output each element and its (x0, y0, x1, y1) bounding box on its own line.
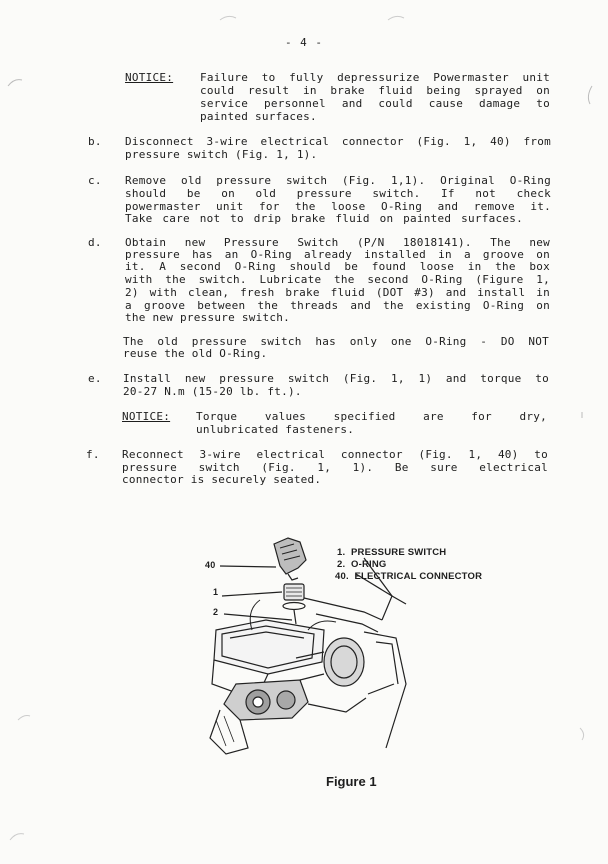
step-c-marker: c. (88, 174, 102, 187)
notice-line: could result in brake fluid being sprayed on (200, 84, 550, 97)
step-d-line: it. A second O-Ring should be found loose in the box (125, 260, 550, 273)
callout-2: 2 (213, 607, 219, 617)
step-e-notice-line: unlubricated fasteners. (196, 423, 355, 436)
step-f-marker: f. (86, 448, 100, 461)
legend-item: 40. ELECTRICAL CONNECTOR (335, 571, 483, 582)
legend-item: 2. O-RING (337, 559, 387, 570)
step-d-marker: d. (88, 236, 102, 249)
step-f-line: connector is securely seated. (122, 473, 322, 486)
step-d-line: Obtain new Pressure Switch (P/N 18018141). The new (125, 236, 550, 249)
figure-caption: Figure 1 (326, 774, 377, 789)
notice-line: Failure to fully depressurize Powermaster unit (200, 71, 550, 84)
step-d-line: pressure has an O-Ring already installed in a groove on (125, 248, 550, 261)
notice-line: service personnel and could cause damage to (200, 97, 550, 110)
step-b-line: pressure switch (Fig. 1, 1). (125, 148, 318, 161)
step-c-line: Remove old pressure switch (Fig. 1,1). Original O-Ring (125, 174, 551, 187)
step-d-line: the new pressure switch. (125, 311, 290, 324)
callout-40: 40 (205, 560, 216, 570)
step-d-line: 2) with clean, fresh brake fluid (DOT #3) and install in (125, 286, 550, 299)
step-d-note-line: reuse the old O-Ring. (123, 347, 268, 360)
step-d-note-line: The old pressure switch has only one O-Ring - DO NOT (123, 335, 549, 348)
step-b-line: Disconnect 3-wire electrical connector (Fig. 1, 40) from (125, 135, 551, 148)
step-e-notice-label: NOTICE: (122, 410, 171, 423)
step-e-line: Install new pressure switch (Fig. 1, 1) and torque to (123, 372, 549, 385)
page-number: - 4 - (284, 36, 324, 49)
electrical-connector (274, 538, 306, 574)
step-b-marker: b. (88, 135, 102, 148)
step-c-line: Take care not to drip brake fluid on painted surfaces. (125, 212, 523, 225)
notice-line: painted surfaces. (200, 110, 317, 123)
o-ring (283, 603, 305, 610)
step-c-line: powermaster unit for the loose O-Ring and remove it. (125, 200, 551, 213)
step-e-marker: e. (88, 372, 102, 385)
step-d-line: with the switch. Lubricate the second O-Ring (Figure 1, (125, 273, 550, 286)
step-e-line: 20-27 N.m (15-20 lb. ft.). (123, 385, 302, 398)
step-d-line: a groove between the threads and the existing O-Ring on (125, 299, 550, 312)
step-f-line: pressure switch (Fig. 1, 1). Be sure electrical (122, 461, 548, 474)
step-f-line: Reconnect 3-wire electrical connector (Fig. 1, 40) to (122, 448, 548, 461)
legend-item: 1. PRESSURE SWITCH (337, 547, 447, 558)
notice-label: NOTICE: (125, 71, 174, 84)
callout-1: 1 (213, 587, 219, 597)
step-c-line: should be on old pressure switch. If not check (125, 187, 551, 200)
step-e-notice-line: Torque values specified are for dry, (196, 410, 547, 423)
